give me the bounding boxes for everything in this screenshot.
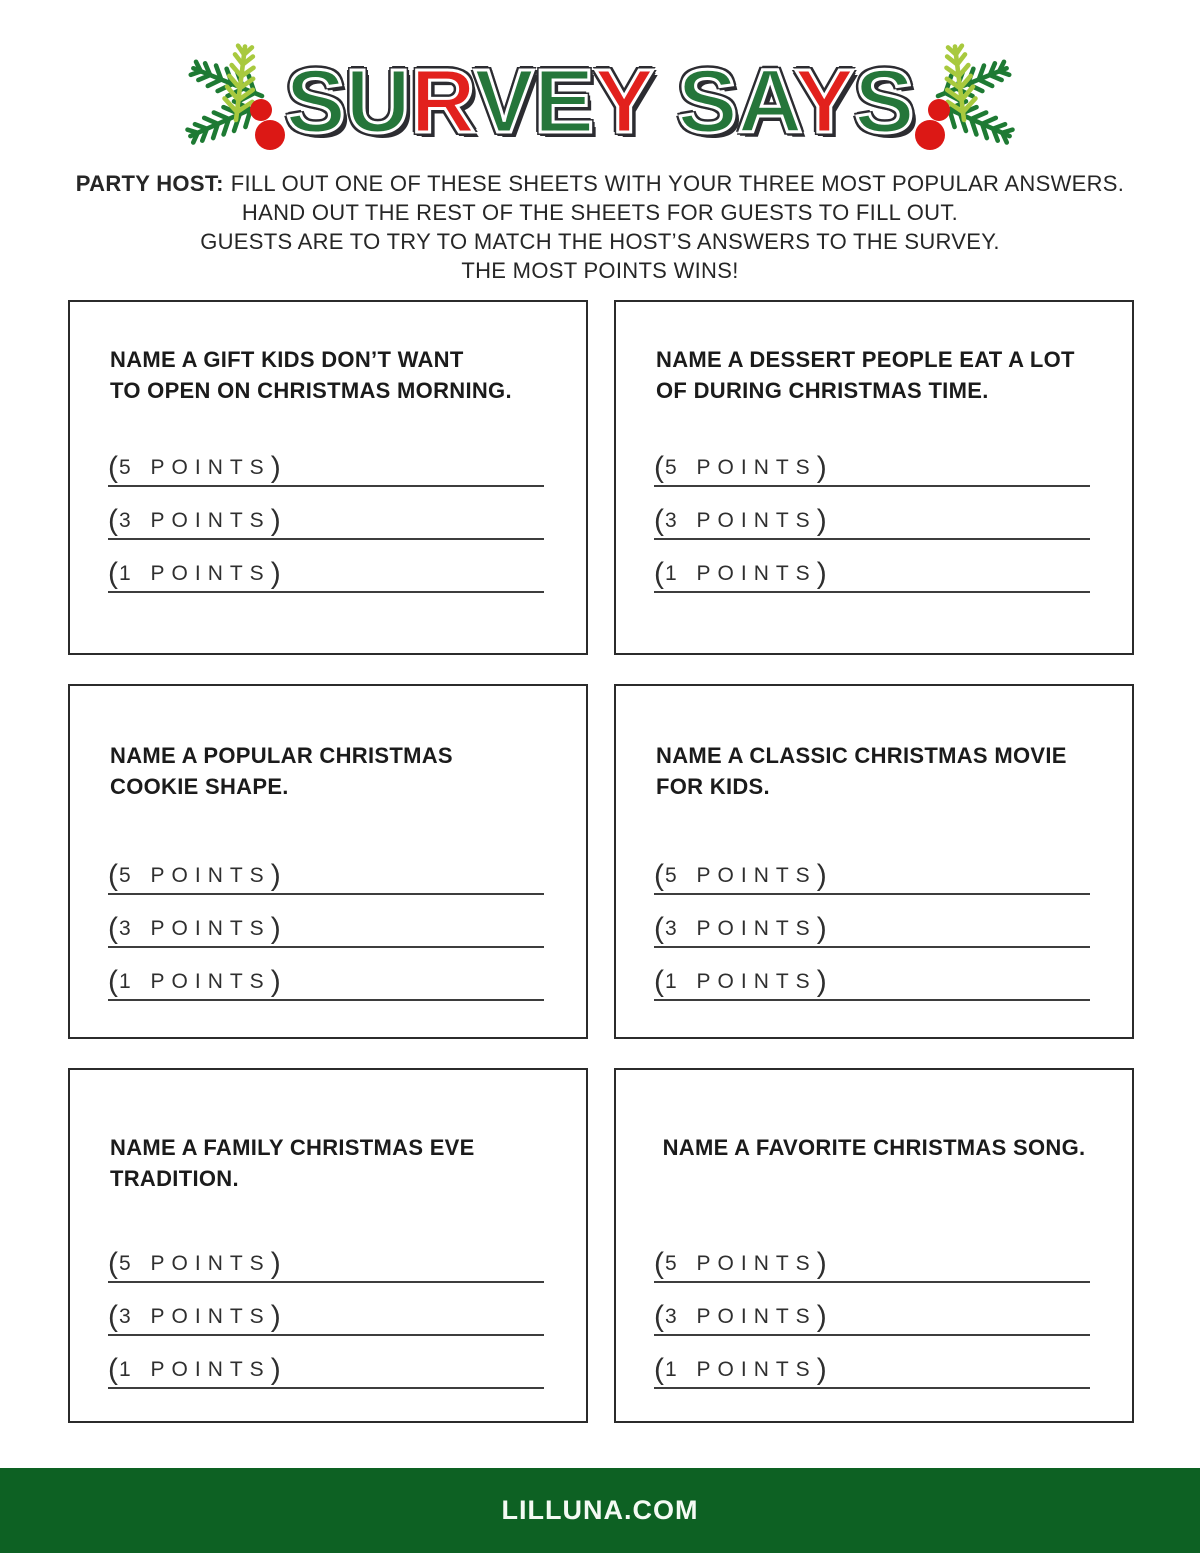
question-title — [656, 1132, 1092, 1163]
points-text: 1 POINTS — [119, 970, 271, 993]
survey-card-gift — [68, 300, 588, 655]
title-letter: S — [677, 52, 738, 152]
points-text: 1 POINTS — [665, 970, 817, 993]
survey-card-tradition — [68, 1068, 588, 1423]
paren-close: ) — [270, 557, 282, 590]
answer-line — [108, 1387, 544, 1389]
survey-card-movie — [614, 684, 1134, 1039]
paren-close: ) — [816, 504, 828, 537]
answer-line — [654, 1334, 1090, 1336]
paren-close: ) — [816, 965, 828, 998]
paren-close: ) — [270, 1300, 282, 1333]
answer-line — [654, 1281, 1090, 1283]
page-title — [286, 52, 915, 152]
answer-row-3pts — [654, 504, 1090, 540]
points-list — [654, 859, 1090, 1021]
paren-close: ) — [816, 1353, 828, 1386]
paren-open: ( — [654, 965, 665, 998]
points-label — [108, 965, 544, 998]
paren-open: ( — [108, 859, 119, 892]
paren-close: ) — [816, 1247, 828, 1280]
answer-row-1pts — [108, 965, 544, 1001]
title-space — [653, 52, 678, 152]
footer-site-text: LILLUNA.COM — [501, 1495, 699, 1525]
paren-open: ( — [108, 1300, 119, 1333]
question-line: TRADITION. — [110, 1166, 239, 1191]
instructions-text: FILL OUT ONE OF THESE SHEETS WITH YOUR THREE MOST POPULAR ANSWERS. — [230, 171, 1125, 196]
question-title — [656, 344, 1092, 406]
answer-row-5pts — [108, 451, 544, 487]
title-letter: R — [410, 52, 475, 152]
answer-row-3pts — [654, 1300, 1090, 1336]
points-list — [108, 1247, 544, 1409]
points-label — [108, 1247, 544, 1280]
paren-open: ( — [108, 557, 119, 590]
instructions — [0, 169, 1200, 285]
points-list — [108, 859, 544, 1021]
points-text: 5 POINTS — [665, 1252, 817, 1275]
title-letter: A — [737, 52, 795, 152]
points-label — [654, 965, 1090, 998]
answer-line — [654, 485, 1090, 487]
question-title — [656, 740, 1092, 802]
instructions-line: HAND OUT THE REST OF THE SHEETS FOR GUESTS TO FILL OUT. — [241, 200, 959, 225]
answer-line — [108, 591, 544, 593]
answer-row-3pts — [654, 912, 1090, 948]
points-text: 3 POINTS — [119, 917, 271, 940]
points-label — [108, 451, 544, 484]
title-letter: Y — [594, 52, 653, 152]
points-label — [654, 557, 1090, 590]
answer-line — [108, 999, 544, 1001]
answer-line — [654, 999, 1090, 1001]
paren-close: ) — [270, 1247, 282, 1280]
question-line: NAME A CLASSIC CHRISTMAS MOVIE — [656, 743, 1067, 768]
answer-line — [108, 485, 544, 487]
paren-open: ( — [108, 451, 119, 484]
points-list — [108, 451, 544, 613]
answer-line — [654, 1387, 1090, 1389]
points-label — [108, 557, 544, 590]
title-letter: E — [534, 52, 595, 152]
holly-sprig-icon — [172, 38, 294, 156]
points-label — [654, 1300, 1090, 1333]
answer-line — [108, 538, 544, 540]
question-line: OF DURING CHRISTMAS TIME. — [656, 378, 989, 403]
question-title — [110, 344, 546, 406]
title-letter: Y — [794, 52, 855, 152]
paren-open: ( — [108, 965, 119, 998]
header — [0, 38, 1200, 156]
points-label — [108, 912, 544, 945]
question-line: NAME A FAVORITE CHRISTMAS SONG. — [662, 1135, 1086, 1160]
paren-close: ) — [816, 912, 828, 945]
points-text: 5 POINTS — [665, 456, 817, 479]
answer-row-1pts — [654, 965, 1090, 1001]
survey-card-cookie — [68, 684, 588, 1039]
question-line: TO OPEN ON CHRISTMAS MORNING. — [110, 378, 512, 403]
points-list — [654, 1247, 1090, 1409]
points-text: 5 POINTS — [119, 1252, 271, 1275]
answer-row-1pts — [654, 1353, 1090, 1389]
question-title — [110, 1132, 546, 1194]
answer-row-5pts — [654, 451, 1090, 487]
title-letter: S — [285, 52, 346, 152]
answer-row-5pts — [654, 859, 1090, 895]
answer-row-1pts — [654, 557, 1090, 593]
points-text: 1 POINTS — [119, 1358, 271, 1381]
points-list — [654, 451, 1090, 613]
question-line: FOR KIDS. — [656, 774, 770, 799]
paren-open: ( — [654, 1300, 665, 1333]
points-text: 5 POINTS — [119, 456, 271, 479]
paren-close: ) — [816, 557, 828, 590]
answer-row-3pts — [108, 912, 544, 948]
answer-row-5pts — [108, 1247, 544, 1283]
paren-open: ( — [654, 912, 665, 945]
answer-line — [108, 946, 544, 948]
title-letter: U — [345, 52, 411, 152]
survey-card-dessert — [614, 300, 1134, 655]
points-label — [108, 859, 544, 892]
cards-grid — [68, 300, 1134, 1423]
points-label — [654, 912, 1090, 945]
party-host-label: PARTY HOST: — [75, 171, 224, 196]
points-text: 5 POINTS — [665, 864, 817, 887]
answer-line — [654, 538, 1090, 540]
instructions-line: GUESTS ARE TO TRY TO MATCH THE HOST’S ANSWERS TO THE SURVEY. — [200, 229, 1000, 254]
answer-row-3pts — [108, 1300, 544, 1336]
points-text: 3 POINTS — [665, 1305, 817, 1328]
paren-open: ( — [654, 504, 665, 537]
paren-close: ) — [270, 504, 282, 537]
points-text: 3 POINTS — [665, 917, 817, 940]
answer-row-1pts — [108, 1353, 544, 1389]
answer-line — [654, 591, 1090, 593]
question-line: NAME A FAMILY CHRISTMAS EVE — [110, 1135, 475, 1160]
answer-line — [654, 946, 1090, 948]
answer-line — [108, 893, 544, 895]
paren-close: ) — [270, 859, 282, 892]
paren-open: ( — [654, 1353, 665, 1386]
answer-row-5pts — [108, 859, 544, 895]
paren-close: ) — [270, 1353, 282, 1386]
answer-line — [654, 893, 1090, 895]
points-label — [654, 859, 1090, 892]
points-text: 3 POINTS — [119, 1305, 271, 1328]
answer-line — [108, 1334, 544, 1336]
points-text: 3 POINTS — [119, 509, 271, 532]
question-line: NAME A POPULAR CHRISTMAS — [110, 743, 453, 768]
paren-open: ( — [654, 557, 665, 590]
paren-close: ) — [270, 965, 282, 998]
paren-open: ( — [654, 451, 665, 484]
holly-sprig-icon — [906, 38, 1028, 156]
points-label — [654, 451, 1090, 484]
paren-close: ) — [816, 859, 828, 892]
footer-bar — [0, 1468, 1200, 1553]
paren-close: ) — [816, 451, 828, 484]
points-label — [654, 1353, 1090, 1386]
paren-close: ) — [816, 1300, 828, 1333]
paren-open: ( — [654, 1247, 665, 1280]
points-text: 1 POINTS — [665, 562, 817, 585]
question-line: NAME A GIFT KIDS DON’T WANT — [110, 347, 464, 372]
points-label — [108, 504, 544, 537]
question-title — [110, 740, 546, 802]
paren-close: ) — [270, 912, 282, 945]
paren-open: ( — [108, 1353, 119, 1386]
points-label — [108, 1300, 544, 1333]
question-line: COOKIE SHAPE. — [110, 774, 289, 799]
answer-row-3pts — [108, 504, 544, 540]
answer-line — [108, 1281, 544, 1283]
points-text: 5 POINTS — [119, 864, 271, 887]
answer-row-1pts — [108, 557, 544, 593]
paren-open: ( — [108, 504, 119, 537]
survey-card-song — [614, 1068, 1134, 1423]
points-label — [654, 504, 1090, 537]
title-letter: S — [854, 52, 915, 152]
paren-open: ( — [654, 859, 665, 892]
paren-open: ( — [108, 912, 119, 945]
points-label — [654, 1247, 1090, 1280]
instructions-line: THE MOST POINTS WINS! — [461, 258, 739, 283]
paren-close: ) — [270, 451, 282, 484]
answer-row-5pts — [654, 1247, 1090, 1283]
question-line: NAME A DESSERT PEOPLE EAT A LOT — [656, 347, 1075, 372]
points-text: 3 POINTS — [665, 509, 817, 532]
instructions-line — [0, 169, 1200, 198]
title-letter: V — [474, 52, 535, 152]
paren-open: ( — [108, 1247, 119, 1280]
points-label — [108, 1353, 544, 1386]
points-text: 1 POINTS — [119, 562, 271, 585]
points-text: 1 POINTS — [665, 1358, 817, 1381]
